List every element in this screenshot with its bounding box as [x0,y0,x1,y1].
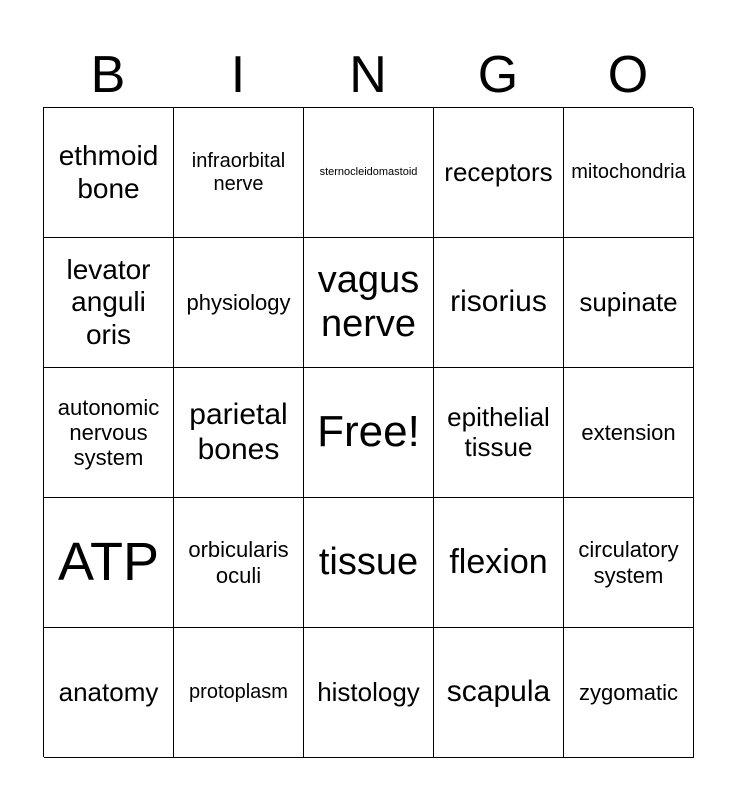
bingo-cell-r4c2[interactable] [174,498,304,628]
cell-label: autonomic nervous system [57,394,160,471]
bingo-cell-r1c4[interactable] [434,108,564,238]
cell-label: risorius [450,285,547,319]
cell-label: epithelial tissue [447,401,550,462]
cell-label: zygomatic [578,679,679,705]
bingo-cell-r3c5[interactable] [564,368,694,498]
bingo-header [43,44,693,106]
bingo-cell-r5c2[interactable] [174,628,304,758]
cell-label: infraorbital nerve [191,149,286,195]
cell-label: sternocleidomastoid [319,166,418,179]
bingo-cell-r2c4[interactable] [434,238,564,368]
cell-label: scapula [446,675,551,709]
bingo-cell-r3c2[interactable] [174,368,304,498]
header-letter-b: B [90,46,126,104]
header-letter-i: I [230,46,246,104]
cell-label: extension [581,419,676,445]
cell-label: mitochondria [571,161,686,183]
free-space-label: Free! [317,407,420,457]
cell-label: circulatory system [578,537,679,588]
bingo-cell-r2c5[interactable] [564,238,694,368]
bingo-cell-r3c4[interactable] [434,368,564,498]
bingo-cell-r5c4[interactable] [434,628,564,758]
bingo-cell-r2c2[interactable] [174,238,304,368]
cell-label: histology [317,676,420,707]
bingo-cell-r5c1[interactable] [44,628,174,758]
cell-label: orbicularis oculi [188,537,289,588]
cell-label: flexion [449,542,548,581]
cell-label: vagus nerve [317,258,420,345]
bingo-cell-r1c5[interactable] [564,108,694,238]
cell-label: tissue [318,540,419,583]
cell-label: parietal bones [189,398,288,466]
cell-label: ATP [57,532,159,593]
cell-label: protoplasm [189,681,288,703]
cell-label: levator anguli oris [66,254,151,350]
bingo-cell-r4c1[interactable] [44,498,174,628]
cell-label: supinate [579,286,678,317]
header-letter-g: G [477,46,519,104]
bingo-cell-r1c2[interactable] [174,108,304,238]
bingo-cell-r3c1[interactable] [44,368,174,498]
bingo-cell-r4c3[interactable] [304,498,434,628]
bingo-cell-free[interactable] [304,368,434,498]
header-letter-o: O [607,46,649,104]
cell-label: ethmoid bone [58,140,159,204]
header-letter-n: N [349,46,387,104]
bingo-cell-r1c1[interactable] [44,108,174,238]
bingo-cell-r4c5[interactable] [564,498,694,628]
bingo-cell-r2c1[interactable] [44,238,174,368]
bingo-cell-r5c3[interactable] [304,628,434,758]
bingo-cell-r2c3[interactable] [304,238,434,368]
bingo-board [43,107,693,757]
bingo-cell-r1c3[interactable] [304,108,434,238]
bingo-cell-r5c5[interactable] [564,628,694,758]
bingo-cell-r4c4[interactable] [434,498,564,628]
cell-label: anatomy [58,676,159,707]
cell-label: physiology [186,289,291,315]
cell-label: receptors [444,156,553,187]
